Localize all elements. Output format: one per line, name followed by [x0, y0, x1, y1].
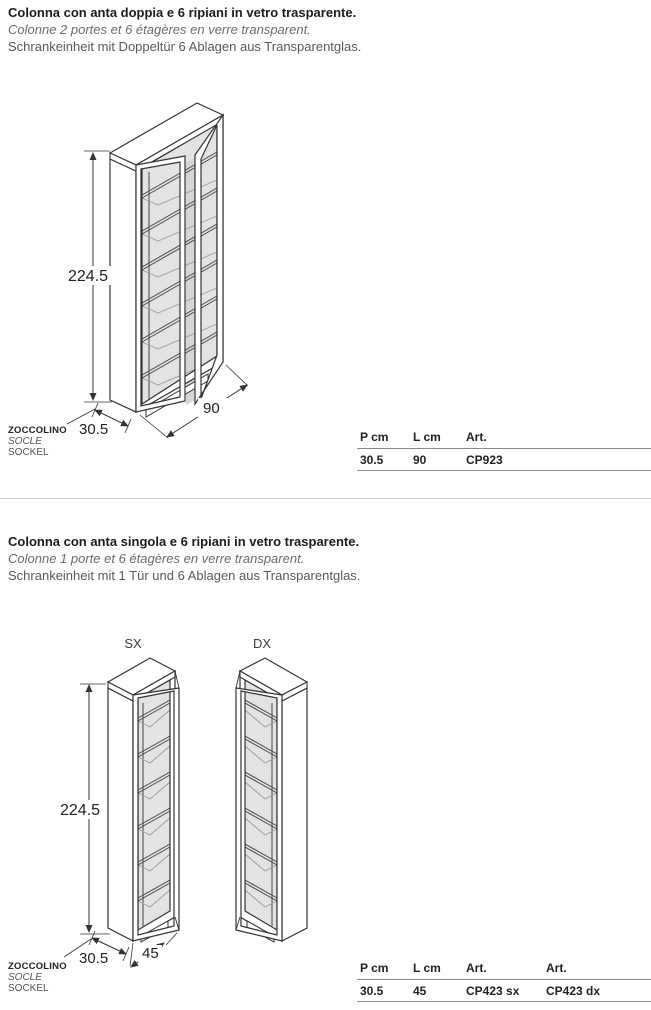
- column-header: Art.: [466, 430, 487, 444]
- column-header: L cm: [413, 430, 441, 444]
- depth-dimension-label: 30.5: [79, 950, 109, 967]
- double-door-cabinet-drawing: [0, 95, 340, 505]
- height-dimension-label: 224.5: [68, 268, 109, 285]
- spec-table-2-data-row: [360, 984, 636, 998]
- plinth-label-german: SOCKEL: [8, 983, 49, 994]
- variant-label-dx: DX: [252, 636, 272, 651]
- plinth-label-german: SOCKEL: [8, 447, 49, 458]
- cabinet-body: [110, 103, 223, 417]
- table-rule: [357, 979, 651, 980]
- width-dimension-label: 90: [203, 400, 220, 417]
- section1-title-italian: Colonna con anta doppia e 6 ripiani in vetro trasparente.: [8, 5, 357, 20]
- section2-title-french: Colonne 1 porte et 6 étagères en verre transparent.: [8, 551, 305, 566]
- left-side-panel: [110, 159, 136, 412]
- table-rule: [357, 470, 651, 471]
- single-door-cabinets-drawing: [0, 630, 340, 1010]
- column-header: Art.: [466, 961, 487, 975]
- column-header: P cm: [360, 430, 389, 444]
- column-header: L cm: [413, 961, 441, 975]
- plinth-label-italian: ZOCCOLINO: [8, 425, 67, 436]
- width-value: 90: [413, 453, 427, 467]
- spec-table-2-header-row: [360, 961, 636, 975]
- section2-title-german: Schrankeinheit mit 1 Tür und 6 Ablagen aus Transparentglas.: [8, 568, 361, 583]
- sx-cabinet-body: [108, 658, 179, 942]
- column-header: Art.: [546, 961, 567, 975]
- dx-cabinet-body: [236, 658, 307, 942]
- table-rule: [357, 448, 651, 449]
- section1-title-french: Colonne 2 portes et 6 étagères en verre transparent.: [8, 22, 311, 37]
- depth-value: 30.5: [360, 984, 384, 998]
- width-dimension-label: 45: [142, 945, 159, 962]
- section-divider: [0, 498, 651, 499]
- variant-label-sx: SX: [124, 636, 142, 651]
- article-code-sx: CP423 sx: [466, 984, 520, 998]
- section2-title-italian: Colonna con anta singola e 6 ripiani in vetro trasparente.: [8, 534, 360, 549]
- article-code: CP923: [466, 453, 503, 467]
- spec-table-1-data-row: [360, 453, 546, 467]
- depth-dimension-label: 30.5: [79, 421, 109, 438]
- article-code-dx: CP423 dx: [546, 984, 601, 998]
- column-header: P cm: [360, 961, 389, 975]
- plinth-label-french: SOCLE: [8, 436, 42, 447]
- spec-table-1-header-row: [360, 430, 546, 444]
- plinth-label-italian: ZOCCOLINO: [8, 961, 67, 972]
- width-value: 45: [413, 984, 427, 998]
- depth-value: 30.5: [360, 453, 384, 467]
- side-panel: [108, 688, 133, 941]
- section1-title-german: Schrankeinheit mit Doppeltür 6 Ablagen aus Transparentglas.: [8, 39, 362, 54]
- height-dimension-label: 224.5: [60, 802, 101, 819]
- table-rule: [357, 1001, 651, 1002]
- plinth-label-french: SOCLE: [8, 972, 42, 983]
